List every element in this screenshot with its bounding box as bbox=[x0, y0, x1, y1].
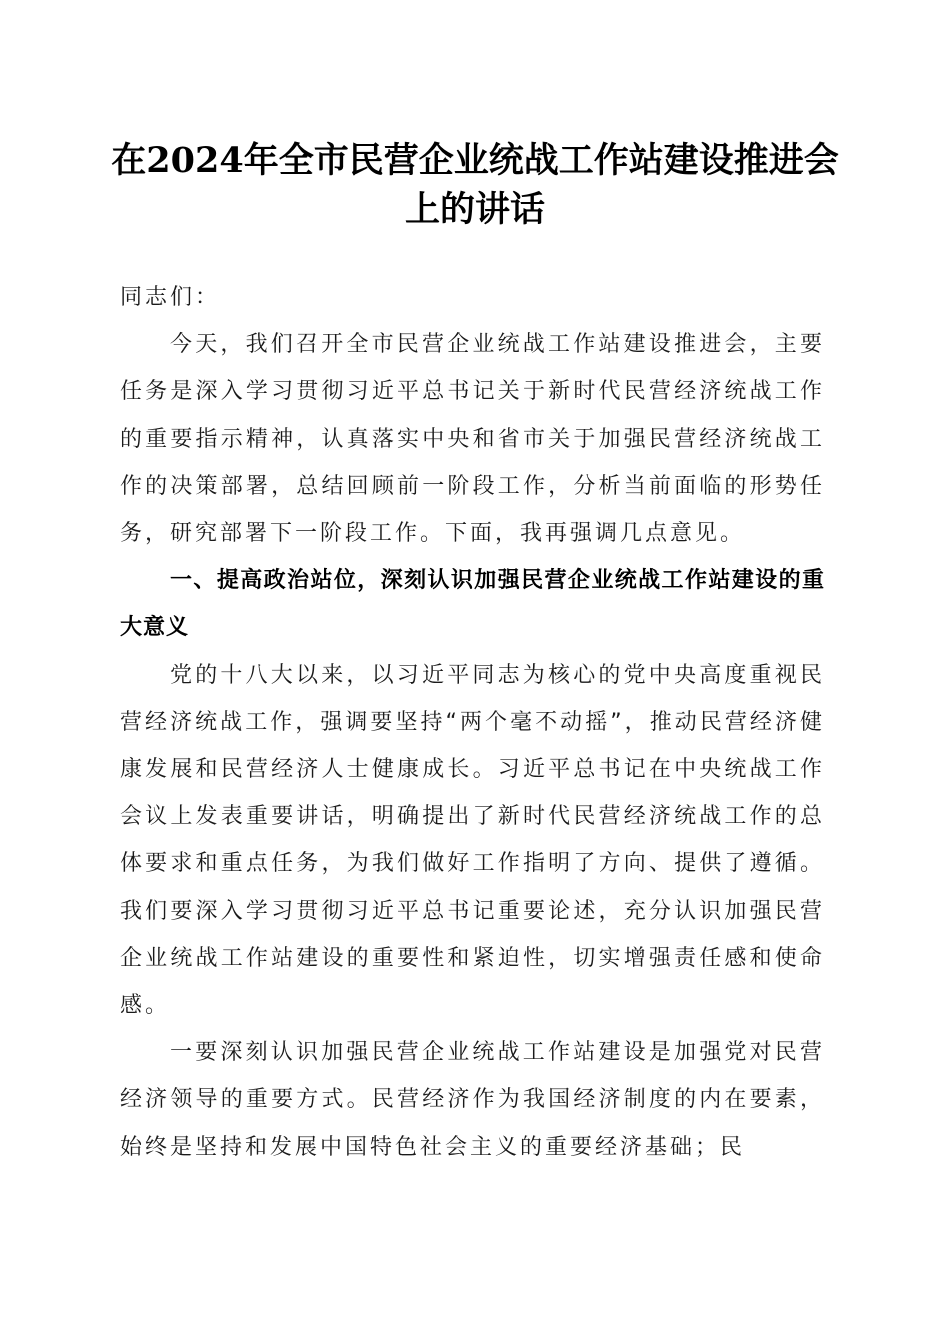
section-paragraph: 党的十八大以来，以习近平同志为核心的党中央高度重视民营经济统战工作，强调要坚持“两个毫不动摇”，推动民营经济健康发展和民营经济人士健康成长。习近平总书记在中央统战工作会议上发表重要讲话，明确提出了新时代民营经济统战工作的总体要求和重点任务，为我们做好工作指明了方向、提供了遵循。我们要深入学习贯彻习近平总书记重要论述，充分认识加强民营企业统战工作站建设的重要性和紧迫性，切实增强责任感和使命感。 bbox=[120, 662, 825, 1019]
document-title: 在2024年全市民营企业统战工作站建设推进会上的讲话 bbox=[111, 140, 839, 230]
salutation: 同志们： bbox=[120, 285, 221, 310]
intro-paragraph: 今天，我们召开全市民营企业统战工作站建设推进会，主要任务是深入学习贯彻习近平总书记关于新时代民营经济统战工作的重要指示精神，认真落实中央和省市关于加强民营经济统战工作的决策部署，总结回顾前一阶段工作，分析当前面临的形势任务，研究部署下一阶段工作。下面，我再强调几点意见。 bbox=[120, 332, 825, 547]
section-paragraph: 一要深刻认识加强民营企业统战工作站建设是加强党对民营经济领导的重要方式。民营经济作为我国经济制度的内在要素，始终是坚持和发展中国特色社会主义的重要经济基础；民 bbox=[120, 1040, 825, 1160]
section-heading: 一、提高政治站位，深刻认识加强民营企业统战工作站建设的重大意义 bbox=[120, 568, 825, 641]
document-body bbox=[120, 274, 825, 1171]
